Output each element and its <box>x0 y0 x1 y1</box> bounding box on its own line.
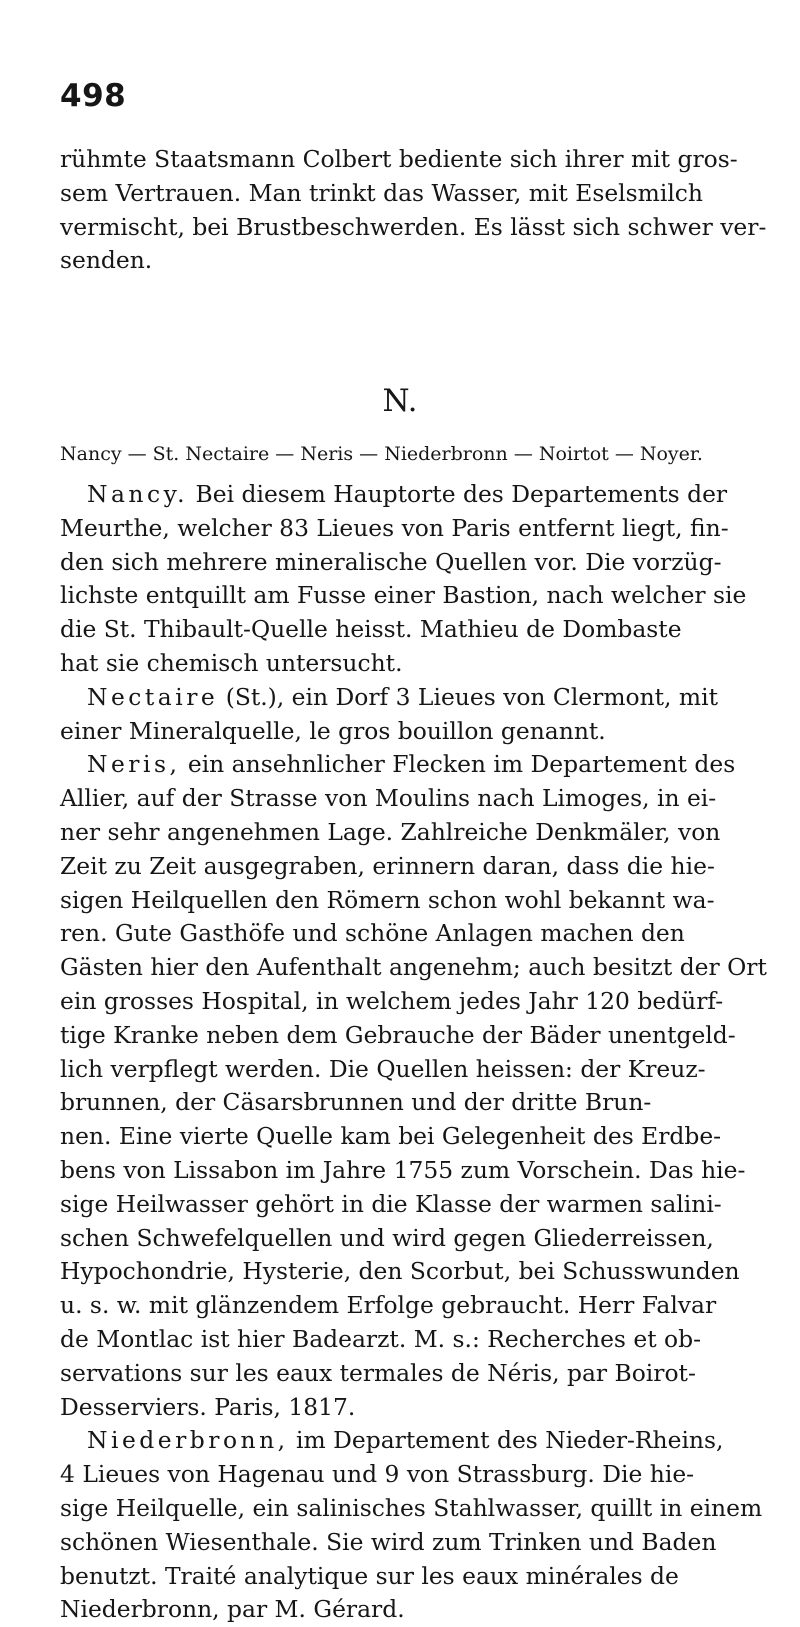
text-line: bens von Lissabon im Jahre 1755 zum Vorschein. Das hie- <box>60 1155 746 1184</box>
text-line: Allier, auf der Strasse von Moulins nach Limoges, in ei- <box>60 784 717 813</box>
text-line: Niederbronn, par M. Gérard. <box>60 1595 405 1624</box>
entry-text: im Departement des Nieder-Rheins, <box>288 1426 724 1455</box>
text-line: sige Heilwasser gehört in die Klasse der warmen salini- <box>60 1189 722 1218</box>
text-line: hat sie chemisch untersucht. <box>60 648 403 677</box>
entry-text: (St.), ein Dorf 3 Lieues von Clermont, mit <box>218 682 718 711</box>
entry-first-line <box>60 681 760 715</box>
text-line: einer Mineralquelle, le gros bouillon genannt. <box>60 716 606 745</box>
entry-text: Bei diesem Hauptorte des Departements der <box>188 480 728 508</box>
text-line: schönen Wiesenthale. Sie wird zum Trinken und Baden <box>60 1527 717 1556</box>
entry-name-niederbronn: Niederbronn, <box>87 1426 289 1455</box>
section-heading: N. <box>382 383 418 419</box>
text-line: 4 Lieues von Hagenau und 9 von Strassburg. Die hie- <box>60 1460 695 1489</box>
section-topics-line: Nancy — St. Nectaire — Neris — Niederbronn — Noirtot — Noyer. <box>60 443 703 465</box>
text-line: Hypochondrie, Hysterie, den Scorbut, bei Schusswunden <box>60 1257 740 1286</box>
text-line: den sich mehrere mineralische Quellen vor. Die vorzüg- <box>60 547 722 576</box>
text-line: benutzt. Traité analytique sur les eaux minérales de <box>60 1561 679 1590</box>
text-line: vermischt, bei Brustbeschwerden. Es lässt sich schwer ver- <box>60 212 767 241</box>
text-line: u. s. w. mit glänzendem Erfolge gebraucht. Herr Falvar <box>60 1291 717 1320</box>
text-line: lich verpflegt werden. Die Quellen heissen: der Kreuz- <box>60 1054 706 1083</box>
text-line: Zeit zu Zeit ausgegraben, erinnern daran, dass die hie- <box>60 851 715 880</box>
entry-name-nectaire: Nectaire <box>87 682 219 711</box>
text-line: sigen Heilquellen den Römern schon wohl bekannt wa- <box>60 885 715 914</box>
entry-first-line <box>60 1424 760 1458</box>
text-line: de Montlac ist hier Badearzt. M. s.: Recherches et ob- <box>60 1324 702 1353</box>
text-line: nen. Eine vierte Quelle kam bei Gelegenheit des Erdbe- <box>60 1122 722 1151</box>
entry-name-nancy: Nancy. <box>87 480 189 508</box>
entry-first-line <box>60 478 760 512</box>
text-line: rühmte Staatsmann Colbert bediente sich ihrer mit gros- <box>60 145 738 173</box>
entry-name-neris: Neris, <box>87 750 181 779</box>
text-line: lichste entquillt am Fusse einer Bastion, nach welcher sie <box>60 581 747 610</box>
text-line: die St. Thibault-Quelle heisst. Mathieu de Dombaste <box>60 615 682 644</box>
text-line: brunnen, der Cäsarsbrunnen und der dritte Brun- <box>60 1088 652 1117</box>
text-line: sem Vertrauen. Man trinkt das Wasser, mit Eselsmilch <box>60 178 703 207</box>
text-line: senden. <box>60 246 153 275</box>
entries-body <box>60 478 767 1627</box>
text-line: Meurthe, welcher 83 Lieues von Paris entfernt liegt, fin- <box>60 513 729 542</box>
text-line: ner sehr angenehmen Lage. Zahlreiche Denkmäler, von <box>60 817 721 846</box>
entry-first-line <box>60 748 760 782</box>
page-number: 498 <box>60 78 127 114</box>
text-line: ren. Gute Gasthöfe und schöne Anlagen machen den <box>60 919 685 948</box>
text-line: tige Kranke neben dem Gebrauche der Bäder unentgeld- <box>60 1020 736 1049</box>
intro-paragraph <box>60 143 767 278</box>
text-line: sige Heilquelle, ein salinisches Stahlwasser, quillt in einem <box>60 1493 763 1522</box>
text-line: Gästen hier den Aufenthalt angenehm; auch besitzt der Ort <box>60 953 767 982</box>
text-line: servations sur les eaux termales de Néris, par Boirot- <box>60 1358 696 1387</box>
text-line: schen Schwefelquellen und wird gegen Gliederreissen, <box>60 1223 714 1252</box>
entry-text: ein ansehnlicher Flecken im Departement des <box>180 750 736 779</box>
text-line: ein grosses Hospital, in welchem jedes Jahr 120 bedürf- <box>60 986 724 1015</box>
text-line: Desserviers. Paris, 1817. <box>60 1392 356 1421</box>
